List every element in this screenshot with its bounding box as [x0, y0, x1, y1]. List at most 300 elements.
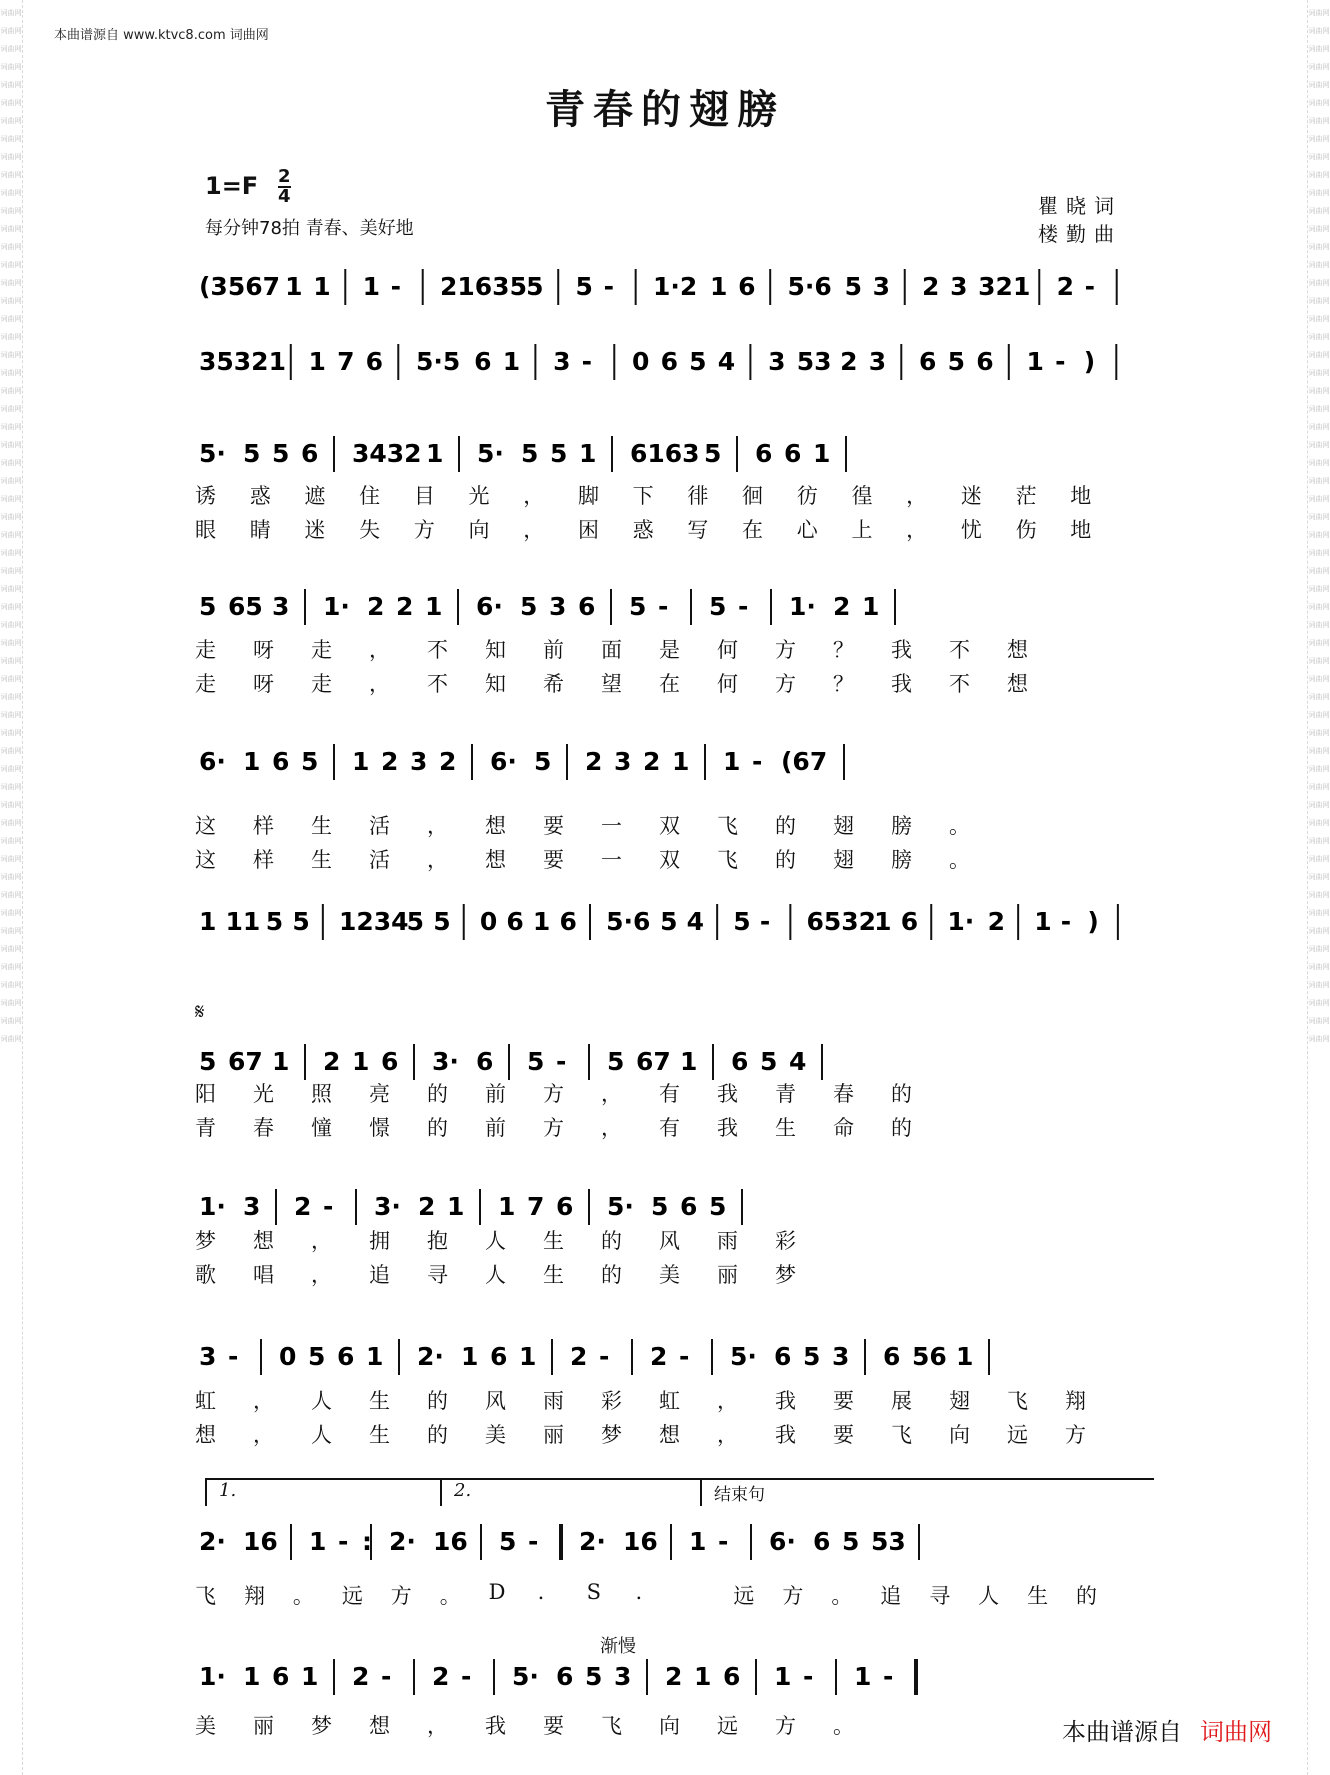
lyric-char: 一: [601, 814, 622, 838]
lyric-char: 这: [195, 848, 216, 872]
lyric-char: 歌: [195, 1263, 216, 1287]
lyric-char: ，: [523, 518, 545, 542]
lyric-char: 虹: [195, 1389, 216, 1413]
watermark-text: 词曲网: [1308, 297, 1330, 305]
note-group: 5: [499, 1527, 517, 1556]
volta-1: 1.: [205, 1478, 449, 1506]
lyric-char: 的: [427, 1082, 448, 1106]
note-group: 16: [433, 1527, 468, 1556]
watermark-text: 词曲网: [1308, 567, 1330, 575]
watermark-text: 词曲网: [0, 1017, 22, 1025]
watermark-text: 词曲网: [1308, 477, 1330, 485]
note-group: -: [461, 1662, 472, 1691]
watermark-text: 词曲网: [0, 225, 22, 233]
note-group: -: [381, 1662, 392, 1691]
note-group: 5: [629, 592, 647, 621]
watermark-text: 词曲网: [0, 585, 22, 593]
note-group: 2: [665, 1662, 683, 1691]
lyric-char: 风: [485, 1389, 506, 1413]
watermark-text: 词曲网: [0, 747, 22, 755]
lyric-char: 向: [659, 1714, 680, 1738]
lyric-char: ，: [253, 1423, 274, 1447]
lyric-char: 。: [292, 1584, 314, 1608]
note-group: 1: [498, 1192, 516, 1221]
lyric-char: 雨: [717, 1229, 738, 1253]
note-group: 2: [987, 907, 1006, 936]
watermark-text: 词曲网: [1308, 225, 1330, 233]
lyric-char: 不: [949, 638, 970, 662]
notation-row: [195, 1520, 1140, 1562]
note-group: 1: [689, 1527, 707, 1556]
lyric-char: 在: [742, 518, 764, 542]
lyric-char: 追: [369, 1263, 390, 1287]
note-group: -: [528, 1527, 539, 1556]
note-group: 11: [225, 907, 261, 936]
lyric-char: 生: [369, 1423, 390, 1447]
note-group: 5: [607, 1047, 625, 1076]
watermark-text: 词曲网: [0, 261, 22, 269]
watermark-text: 词曲网: [1308, 333, 1330, 341]
watermark-text: 词曲网: [0, 1035, 22, 1043]
lyric-char: 远: [733, 1584, 755, 1608]
lyric-char: 梦: [195, 1229, 216, 1253]
lyric-char: 春: [253, 1116, 274, 1140]
note-group: 6·: [199, 747, 226, 776]
note-group: 2·: [199, 1527, 226, 1556]
note-group: 6: [680, 1192, 698, 1221]
watermark-text: 词曲网: [1308, 837, 1330, 845]
watermark-text: 词曲网: [0, 567, 22, 575]
lyric-char: 虹: [659, 1389, 680, 1413]
note-group: 2: [418, 1192, 436, 1221]
note-group: -: [738, 592, 749, 621]
lyric-char: .: [635, 1580, 643, 1604]
lyric-char: 失: [359, 518, 381, 542]
lyric-char: 有: [659, 1116, 680, 1140]
lyric-char: 前: [485, 1082, 506, 1106]
watermark-text: 词曲网: [0, 801, 22, 809]
note-group: 7: [337, 347, 355, 376]
watermark-text: 词曲网: [0, 621, 22, 629]
note-group: 3·: [432, 1047, 459, 1076]
watermark-text: 词曲网: [0, 873, 22, 881]
watermark-text: 词曲网: [1308, 981, 1330, 989]
watermark-text: 词曲网: [1308, 153, 1330, 161]
watermark-text: 词曲网: [0, 27, 22, 35]
note-group: 1: [366, 1342, 384, 1371]
ritardando-label: 渐慢: [600, 1636, 636, 1657]
lyric-char: ？: [833, 638, 854, 662]
watermark-text: 词曲网: [1308, 9, 1330, 17]
notation-row: [195, 740, 1140, 782]
note-group: 0: [479, 907, 498, 936]
watermark-text: 词曲网: [0, 729, 22, 737]
note-group: 5: [550, 439, 568, 468]
watermark-text: 词曲网: [1308, 189, 1330, 197]
note-group: 6: [365, 347, 384, 376]
note-group: 5: [521, 439, 539, 468]
note-group: 6: [474, 347, 492, 376]
lyric-char: 飞: [717, 814, 738, 838]
note-group: -: [883, 1662, 894, 1691]
note-group: 6: [272, 1662, 290, 1691]
watermark-text: 词曲网: [1308, 765, 1330, 773]
note-group: 5: [733, 907, 751, 936]
lyric-char: 人: [485, 1263, 506, 1287]
lyric-char: ，: [523, 484, 545, 508]
lyric-char: 膀: [891, 814, 912, 838]
lyric-char: 寻: [929, 1584, 951, 1608]
lyric-char: 人: [978, 1584, 1000, 1608]
note-group: 2: [833, 592, 851, 621]
watermark-text: 词曲网: [1308, 351, 1330, 359]
note-group: 3: [549, 592, 567, 621]
note-group: 5: [292, 907, 310, 936]
watermark-text: 词曲网: [0, 387, 22, 395]
note-group: 1: [672, 747, 690, 776]
watermark-text: 词曲网: [1308, 603, 1330, 611]
footer-site-name: 词曲网: [1200, 1718, 1272, 1746]
note-group: 3: [614, 1662, 632, 1691]
note-group: 6·: [490, 747, 517, 776]
lyric-char: 想: [253, 1229, 274, 1253]
note-group: 5·6: [787, 272, 832, 301]
lyric-char: 的: [427, 1423, 448, 1447]
watermark-text: 词曲网: [0, 63, 22, 71]
lyric-char: 方: [543, 1116, 564, 1140]
note-group: 6: [556, 1192, 574, 1221]
note-group: 1: [680, 1047, 698, 1076]
lyric-char: 。: [439, 1584, 461, 1608]
lyric-char: 我: [891, 638, 912, 662]
lyric-char: 前: [485, 1116, 506, 1140]
watermark-strip-right: [1307, 0, 1330, 1775]
watermark-text: 词曲网: [0, 855, 22, 863]
note-group: 6: [755, 439, 773, 468]
watermark-text: 词曲网: [1308, 207, 1330, 215]
lyric-char: 飞: [601, 1714, 622, 1738]
note-group: 5·6: [606, 907, 651, 936]
note-group: 6: [900, 907, 919, 936]
lyric-char: ，: [427, 1714, 448, 1738]
lyric-char: 走: [195, 672, 216, 696]
note-group: 6: [784, 439, 802, 468]
note-group: -: [1084, 272, 1096, 301]
note-group: 1: [461, 1342, 479, 1371]
key-signature: 1=F: [205, 172, 259, 200]
note-group: 5: [527, 1047, 545, 1076]
note-group: 321: [978, 272, 1031, 301]
time-signature-top: 2: [278, 166, 291, 187]
note-group: 2: [650, 1342, 668, 1371]
notation-row: [195, 900, 1140, 942]
lyric-char: 住: [359, 484, 381, 508]
lyric-char: 徨: [851, 484, 873, 508]
note-group: 3: [832, 1342, 850, 1371]
composer-credit: 楼勤曲: [1038, 222, 1122, 246]
lyric-char: 要: [833, 1423, 854, 1447]
lyric-char: 脚: [577, 484, 599, 508]
note-group: 5·5: [415, 347, 461, 376]
lyric-char: 的: [891, 1116, 912, 1140]
note-group: -: [1055, 347, 1066, 376]
watermark-strip-left: [0, 0, 23, 1775]
note-group: 0: [279, 1342, 297, 1371]
lyric-char: 向: [468, 518, 490, 542]
lyric-char: 目: [413, 484, 435, 508]
lyric-char: 呀: [253, 638, 274, 662]
lyric-char: 美: [195, 1714, 216, 1738]
note-group: 5: [308, 1342, 326, 1371]
note-group: 2·: [389, 1527, 416, 1556]
lyric-char: 春: [833, 1082, 854, 1106]
lyric-char: 双: [659, 814, 680, 838]
lyric-char: 。: [949, 848, 970, 872]
lyric-char: 风: [659, 1229, 680, 1253]
note-group: 5: [199, 1047, 217, 1076]
note-group: 1: [308, 347, 326, 376]
note-group: 1·: [323, 592, 350, 621]
lyric-char: 知: [485, 672, 506, 696]
watermark-text: 词曲网: [1308, 963, 1330, 971]
lyric-char: 呀: [253, 672, 274, 696]
note-group: 6·: [476, 592, 503, 621]
lyric-char: 在: [659, 672, 680, 696]
lyric-char: 美: [485, 1423, 506, 1447]
lyric-char: 想: [369, 1714, 390, 1738]
note-group: 2: [396, 592, 414, 621]
lyric-char: 。: [833, 1714, 854, 1738]
watermark-text: 词曲网: [1308, 513, 1330, 521]
note-group: 5: [406, 907, 425, 936]
note-group: 2: [432, 1662, 450, 1691]
watermark-text: 词曲网: [0, 117, 22, 125]
lyric-char: 方: [413, 518, 435, 542]
watermark-text: 词曲网: [0, 495, 22, 503]
lyric-char: 远: [1007, 1423, 1028, 1447]
note-group: 6: [723, 1662, 741, 1691]
lyric-char: 抱: [427, 1229, 448, 1253]
lyric-char: 走: [195, 638, 216, 662]
note-group: 1: [426, 439, 444, 468]
notation-row: [195, 432, 1140, 474]
lyric-char: 。: [949, 814, 970, 838]
lyric-char: 睛: [249, 518, 271, 542]
note-group: 21635: [440, 272, 527, 301]
note-group: 5·: [477, 439, 504, 468]
lyric-char: 飞: [717, 848, 738, 872]
lyric-char: 我: [717, 1082, 738, 1106]
lyric-char: ，: [427, 814, 448, 838]
lyric-char: 的: [427, 1389, 448, 1413]
watermark-text: 词曲网: [1308, 675, 1330, 683]
note-group: 53: [796, 347, 832, 376]
note-group: 1·: [789, 592, 816, 621]
lyric-char: ，: [601, 1082, 622, 1106]
note-group: 2: [922, 272, 940, 301]
lyric-char: 困: [577, 518, 599, 542]
lyric-char: ，: [369, 672, 390, 696]
note-group: 6: [976, 347, 994, 376]
note-group: 1: [272, 1047, 290, 1076]
watermark-text: 词曲网: [1308, 261, 1330, 269]
note-group: 2: [367, 592, 385, 621]
watermark-text: 词曲网: [1308, 135, 1330, 143]
note-group: 2·: [417, 1342, 444, 1371]
lyric-char: 彷: [796, 484, 818, 508]
watermark-text: 词曲网: [0, 765, 22, 773]
lyric-char: 想: [485, 814, 506, 838]
lyric-char: 知: [485, 638, 506, 662]
note-group: 3: [768, 347, 786, 376]
watermark-text: 词曲网: [1308, 531, 1330, 539]
watermark-text: 词曲网: [0, 675, 22, 683]
watermark-text: 词曲网: [1308, 45, 1330, 53]
watermark-text: 词曲网: [0, 819, 22, 827]
lyric-char: 茫: [1015, 484, 1037, 508]
lyric-char: 方: [1065, 1423, 1086, 1447]
lyric-char: 梦: [311, 1714, 332, 1738]
tempo-marking: 每分钟78拍 青春、美好地: [205, 218, 414, 239]
footer-source-label: 本曲谱源自: [1062, 1718, 1182, 1746]
note-group: 5: [704, 439, 722, 468]
lyric-char: 何: [717, 638, 738, 662]
note-group: 5: [433, 907, 451, 936]
note-group: 5·: [199, 439, 226, 468]
watermark-text: 词曲网: [1308, 423, 1330, 431]
note-group: 3: [199, 1342, 217, 1371]
lyric-char: 翅: [949, 1389, 970, 1413]
note-group: (3567: [199, 272, 281, 301]
lyric-char: 诱: [195, 484, 216, 508]
lyric-char: 远: [341, 1584, 363, 1608]
lyric-char: 方: [775, 672, 796, 696]
lyric-char: 想: [659, 1423, 680, 1447]
watermark-text: 词曲网: [0, 945, 22, 953]
note-group: 3·: [374, 1192, 401, 1221]
watermark-text: 词曲网: [1308, 549, 1330, 557]
lyric-char: 梦: [775, 1263, 796, 1287]
watermark-text: 词曲网: [0, 153, 22, 161]
watermark-text: 词曲网: [1308, 387, 1330, 395]
lyric-char: 美: [659, 1263, 680, 1287]
note-group: 1: [1034, 907, 1052, 936]
note-group: 1: [956, 1342, 974, 1371]
volta-2: 2.: [440, 1478, 704, 1506]
note-group: 6·: [769, 1527, 796, 1556]
lyric-char: 何: [717, 672, 738, 696]
lyric-char: 方: [775, 638, 796, 662]
lyric-char: ，: [906, 518, 928, 542]
note-group: 1: [199, 907, 217, 936]
lyric-char: 我: [775, 1423, 796, 1447]
watermark-text: 词曲网: [0, 423, 22, 431]
watermark-text: 词曲网: [1308, 639, 1330, 647]
lyric-char: 这: [195, 814, 216, 838]
watermark-text: 词曲网: [1308, 441, 1330, 449]
note-group: 7: [527, 1192, 545, 1221]
lyric-char: 翅: [833, 814, 854, 838]
note-group: ): [1087, 907, 1099, 936]
lyric-char: 人: [485, 1229, 506, 1253]
lyric-char: 想: [1007, 672, 1028, 696]
note-group: -: [556, 1047, 567, 1076]
lyric-char: 生: [311, 814, 332, 838]
lyric-char: 丽: [253, 1714, 274, 1738]
note-group: 5: [844, 272, 863, 301]
note-group: 5: [243, 439, 261, 468]
lyric-char: 阳: [195, 1082, 216, 1106]
lyric-char: ，: [906, 484, 928, 508]
lyric-char: 望: [601, 672, 622, 696]
note-group: 1: [243, 747, 261, 776]
watermark-text: 词曲网: [0, 189, 22, 197]
watermark-text: 词曲网: [0, 927, 22, 935]
note-group: 1: [579, 439, 597, 468]
watermark-text: 词曲网: [1308, 711, 1330, 719]
watermark-text: 词曲网: [0, 351, 22, 359]
watermark-text: 词曲网: [0, 333, 22, 341]
lyric-char: 飞: [891, 1423, 912, 1447]
ending-label: 结束句: [700, 1478, 1154, 1506]
watermark-text: 词曲网: [1308, 873, 1330, 881]
watermark-text: 词曲网: [1308, 621, 1330, 629]
note-group: 1: [874, 907, 892, 936]
note-group: (67: [781, 747, 828, 776]
note-group: 3: [950, 272, 968, 301]
watermark-text: 词曲网: [1308, 693, 1330, 701]
note-group: -: [1060, 907, 1072, 936]
watermark-text: 词曲网: [0, 783, 22, 791]
note-group: 2: [585, 747, 603, 776]
watermark-text: 词曲网: [1308, 63, 1330, 71]
lyric-char: 要: [543, 1714, 564, 1738]
note-group: 3: [872, 272, 891, 301]
lyric-char: 要: [543, 814, 564, 838]
watermark-text: 词曲网: [0, 693, 22, 701]
note-group: 5: [760, 1047, 778, 1076]
watermark-text: 词曲网: [0, 279, 22, 287]
lyric-char: 的: [775, 848, 796, 872]
note-group: 1: [313, 272, 331, 301]
note-group: 2: [323, 1047, 341, 1076]
watermark-text: 词曲网: [1308, 1035, 1330, 1043]
note-group: 53: [871, 1527, 906, 1556]
note-group: 1: [710, 272, 728, 301]
watermark-text: 词曲网: [1308, 99, 1330, 107]
watermark-text: 词曲网: [1308, 405, 1330, 413]
lyric-char: 的: [601, 1263, 622, 1287]
lyric-char: S: [586, 1580, 601, 1604]
watermark-text: 词曲网: [1308, 927, 1330, 935]
header-source: 本曲谱源自 www.ktvc8.com 词曲网: [54, 28, 269, 43]
lyric-char: 青: [195, 1116, 216, 1140]
watermark-text: 词曲网: [0, 549, 22, 557]
note-group: -: [581, 347, 593, 376]
note-group: 2·: [579, 1527, 606, 1556]
watermark-text: 词曲网: [0, 837, 22, 845]
note-group: 6: [506, 907, 524, 936]
lyric-char: ，: [369, 638, 390, 662]
lyric-char: 我: [891, 672, 912, 696]
note-group: 1: [774, 1662, 792, 1691]
lyric-char: 我: [775, 1389, 796, 1413]
note-group: 6: [660, 347, 678, 376]
watermark-text: 词曲网: [0, 99, 22, 107]
lyric-char: 生: [543, 1263, 564, 1287]
lyric-char: 丽: [717, 1263, 738, 1287]
note-group: 5: [585, 1662, 603, 1691]
